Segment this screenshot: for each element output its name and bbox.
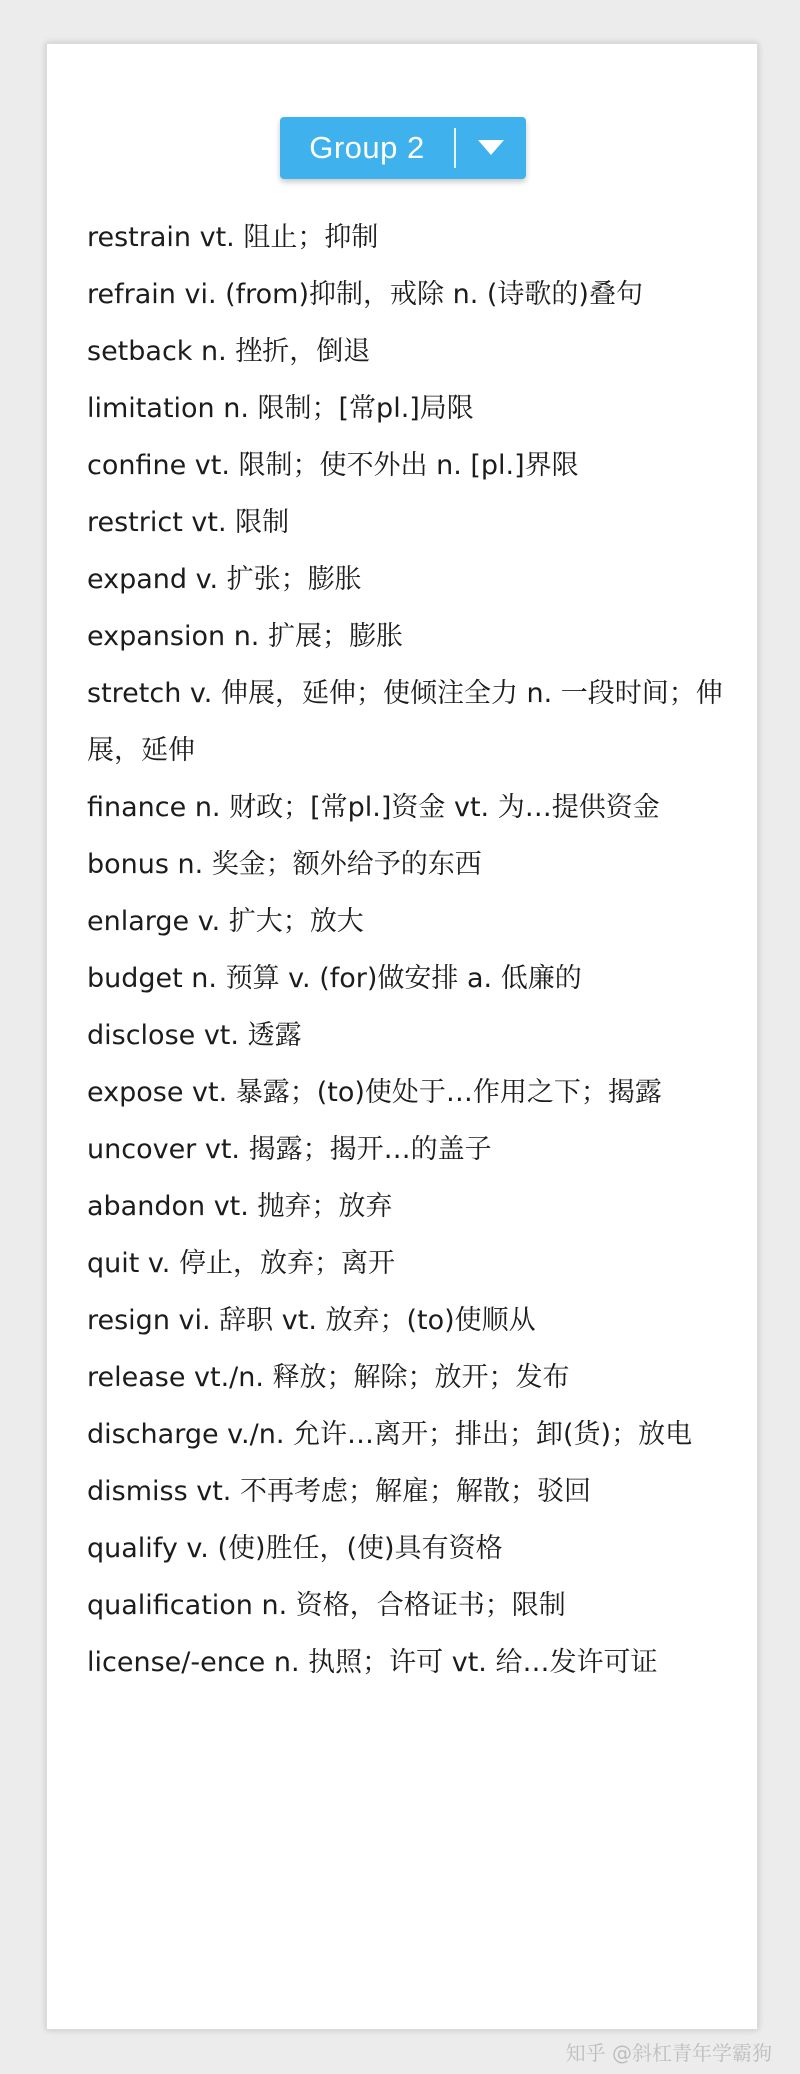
- vocab-entry: enlarge v. 扩大；放大: [87, 906, 364, 937]
- vocab-entry: bonus n. 奖金；额外给予的东西: [87, 849, 482, 880]
- vocab-entry: disclose vt. 透露: [87, 1020, 302, 1051]
- vocab-entry: uncover vt. 揭露；揭开…的盖子: [87, 1134, 492, 1165]
- vocab-entry: quit v. 停止，放弃；离开: [87, 1248, 395, 1279]
- vocab-entry: restrict vt. 限制: [87, 507, 290, 538]
- vocab-entry: qualification n. 资格，合格证书；限制: [87, 1590, 566, 1621]
- vocab-entry: release vt./n. 释放；解除；放开；发布: [87, 1362, 570, 1393]
- vocab-entry: setback n. 挫折，倒退: [87, 336, 371, 367]
- vocab-entry: qualify v. (使)胜任，(使)具有资格: [87, 1533, 503, 1564]
- vocab-entry: expand v. 扩张；膨胀: [87, 564, 362, 595]
- triangle-down-icon[interactable]: [456, 140, 526, 156]
- vocab-entry: stretch v. 伸展，延伸；使倾注全力 n. 一段时间；伸展，延伸: [87, 678, 723, 766]
- group-selector-button[interactable]: [280, 117, 526, 179]
- vocab-entry: refrain vi. (from)抑制，戒除 n. (诗歌的)叠句: [87, 279, 643, 310]
- vocab-list: [87, 209, 723, 1691]
- vocab-entry: license/-ence n. 执照；许可 vt. 给…发许可证: [87, 1647, 658, 1678]
- vocab-entry: limitation n. 限制；[常pl.]局限: [87, 393, 474, 424]
- vocab-entry: abandon vt. 抛弃；放弃: [87, 1191, 393, 1222]
- vocab-entry: restrain vt. 阻止；抑制: [87, 222, 379, 253]
- group-label: Group 2: [309, 130, 425, 165]
- vocab-entry: confine vt. 限制；使不外出 n. [pl.]界限: [87, 450, 579, 481]
- vocab-entry: expansion n. 扩展；膨胀: [87, 621, 403, 652]
- vocab-entry: finance n. 财政；[常pl.]资金 vt. 为…提供资金: [87, 792, 660, 823]
- vocab-entry: budget n. 预算 v. (for)做安排 a. 低廉的: [87, 963, 582, 994]
- vocab-entry: discharge v./n. 允许…离开；排出；卸(货)；放电: [87, 1419, 693, 1450]
- vocab-entry: expose vt. 暴露；(to)使处于…作用之下；揭露: [87, 1077, 662, 1108]
- vocab-entry: dismiss vt. 不再考虑；解雇；解散；驳回: [87, 1476, 591, 1507]
- watermark: 知乎 @斜杠青年学霸狗: [565, 2041, 772, 2065]
- vocab-entry: resign vi. 辞职 vt. 放弃；(to)使顺从: [87, 1305, 536, 1336]
- vocab-card: [46, 43, 758, 2030]
